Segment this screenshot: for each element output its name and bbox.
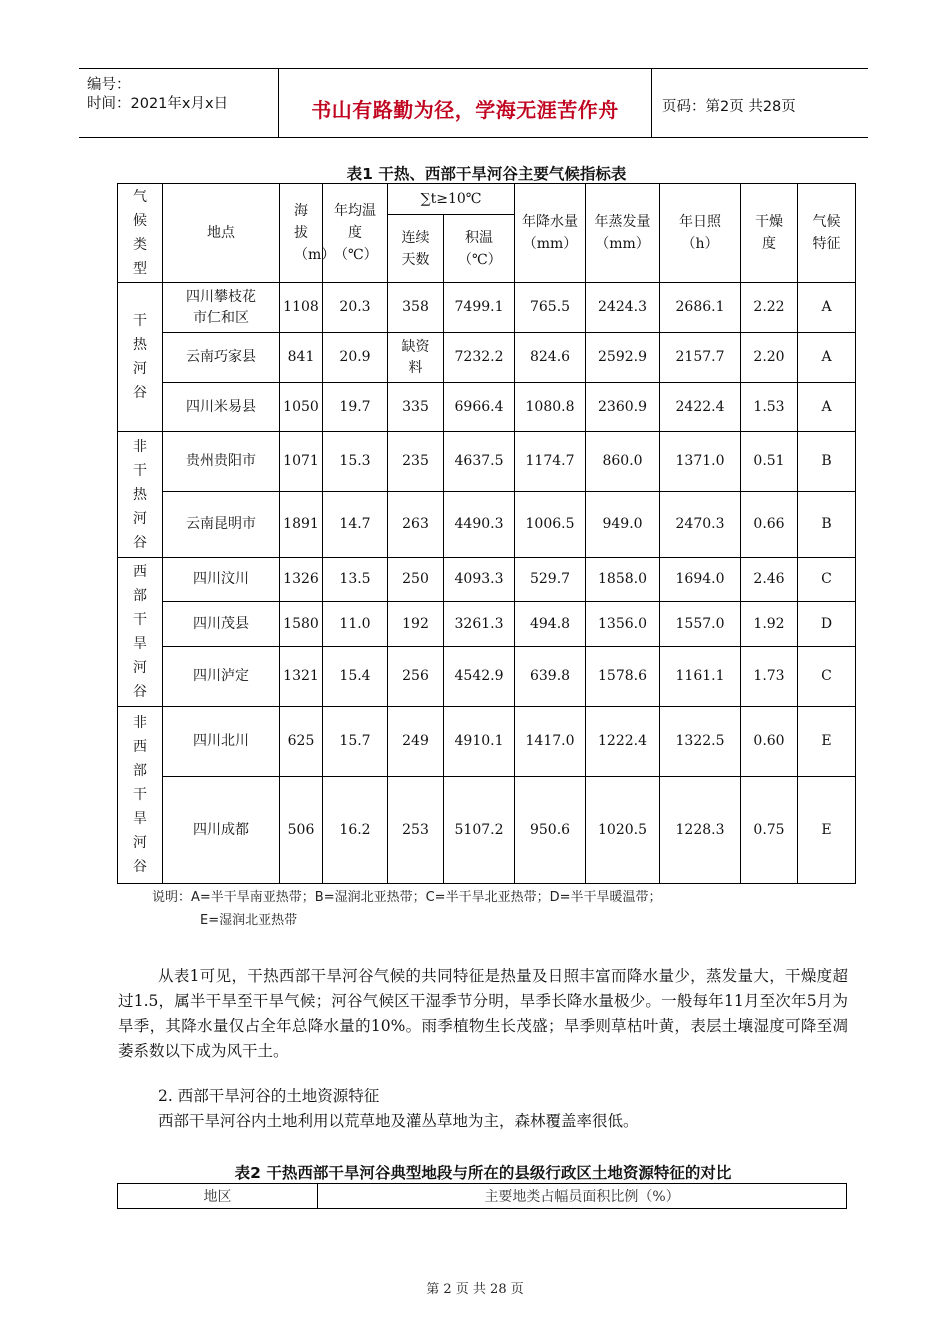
cell-accum: 3261.3 xyxy=(444,602,515,647)
cell-dryness: 2.22 xyxy=(741,283,798,333)
cell-temp: 19.7 xyxy=(323,383,388,432)
cell-evap: 1356.0 xyxy=(586,602,660,647)
cell-precip: 765.5 xyxy=(515,283,586,333)
section-heading: 2. 西部干旱河谷的土地资源特征 xyxy=(158,1087,380,1105)
cell-altitude: 625 xyxy=(280,707,323,777)
header-climate-type: 气候类型 xyxy=(118,184,163,283)
cell-evap: 1858.0 xyxy=(586,558,660,602)
cell-dryness: 0.51 xyxy=(741,432,798,492)
cell-altitude: 506 xyxy=(280,777,323,884)
cell-days: 335 xyxy=(388,383,444,432)
header-precip: 年降水量（mm） xyxy=(515,184,586,283)
table-row xyxy=(118,602,856,647)
cell-dryness: 2.46 xyxy=(741,558,798,602)
cell-feature: B xyxy=(798,432,856,492)
cell-sunshine: 1228.3 xyxy=(660,777,741,884)
cell-location: 云南昆明市 xyxy=(163,492,280,558)
cell-accum: 7499.1 xyxy=(444,283,515,333)
cell-days: 358 xyxy=(388,283,444,333)
cell-sunshine: 1557.0 xyxy=(660,602,741,647)
cell-sunshine: 2157.7 xyxy=(660,333,741,383)
cell-feature: A xyxy=(798,283,856,333)
cell-dryness: 0.60 xyxy=(741,707,798,777)
motto-text: 书山有路勤为径，学海无涯苦作舟 xyxy=(311,98,619,122)
cell-precip: 1417.0 xyxy=(515,707,586,777)
table-row xyxy=(118,432,856,492)
cell-accum: 6966.4 xyxy=(444,383,515,432)
cell-days: 235 xyxy=(388,432,444,492)
cell-sunshine: 1694.0 xyxy=(660,558,741,602)
table-row xyxy=(118,283,856,333)
cell-dryness: 0.66 xyxy=(741,492,798,558)
cell-feature: D xyxy=(798,602,856,647)
cell-temp: 14.7 xyxy=(323,492,388,558)
cell-precip: 1174.7 xyxy=(515,432,586,492)
cell-dryness: 1.53 xyxy=(741,383,798,432)
document-number-label: 编号： xyxy=(87,77,131,93)
cell-precip: 494.8 xyxy=(515,602,586,647)
cell-location: 四川成都 xyxy=(163,777,280,884)
cell-evap: 860.0 xyxy=(586,432,660,492)
cell-feature: A xyxy=(798,383,856,432)
cell-evap: 1578.6 xyxy=(586,647,660,707)
cell-evap: 2592.9 xyxy=(586,333,660,383)
climate-table xyxy=(117,183,856,884)
header-mean-temp: 年均温度（℃） xyxy=(323,184,388,283)
cell-location: 四川攀枝花市仁和区 xyxy=(163,283,280,333)
cell-dryness: 1.92 xyxy=(741,602,798,647)
cell-precip: 639.8 xyxy=(515,647,586,707)
cell-accum: 4542.9 xyxy=(444,647,515,707)
cell-precip: 950.6 xyxy=(515,777,586,884)
cell-sunshine: 2422.4 xyxy=(660,383,741,432)
header-land-ratio: 主要地类占幅员面积比例（%） xyxy=(318,1184,847,1209)
cell-altitude: 1050 xyxy=(280,383,323,432)
cell-altitude: 1326 xyxy=(280,558,323,602)
cell-days: 249 xyxy=(388,707,444,777)
cell-days: 263 xyxy=(388,492,444,558)
cell-evap: 2360.9 xyxy=(586,383,660,432)
table-header-row xyxy=(118,1184,847,1209)
cell-accum: 4093.3 xyxy=(444,558,515,602)
group-label: 非干热河谷 xyxy=(118,432,163,558)
cell-altitude: 1071 xyxy=(280,432,323,492)
header-page-cell xyxy=(652,69,868,137)
cell-feature: C xyxy=(798,558,856,602)
land-resource-table xyxy=(117,1183,847,1209)
cell-location: 四川北川 xyxy=(163,707,280,777)
table-row xyxy=(118,777,856,884)
header-location: 地点 xyxy=(163,184,280,283)
table-row xyxy=(118,333,856,383)
cell-temp: 16.2 xyxy=(323,777,388,884)
header-dryness: 干燥度 xyxy=(741,184,798,283)
cell-altitude: 841 xyxy=(280,333,323,383)
cell-accum: 4910.1 xyxy=(444,707,515,777)
cell-precip: 1080.8 xyxy=(515,383,586,432)
header-altitude: 海拔（m） xyxy=(280,184,323,283)
cell-evap: 2424.3 xyxy=(586,283,660,333)
document-date: 时间：2021年x月x日 xyxy=(87,96,229,112)
table-row xyxy=(118,647,856,707)
table-row xyxy=(118,558,856,602)
cell-temp: 20.3 xyxy=(323,283,388,333)
cell-temp: 15.3 xyxy=(323,432,388,492)
cell-evap: 1222.4 xyxy=(586,707,660,777)
cell-feature: E xyxy=(798,707,856,777)
cell-temp: 15.7 xyxy=(323,707,388,777)
header-accum-group: ∑t≥10℃ xyxy=(388,184,515,215)
table2-title: 表2 干热西部干旱河谷典型地段与所在的县级行政区土地资源特征的对比 xyxy=(234,1164,732,1182)
cell-feature: E xyxy=(798,777,856,884)
header-page-info: 页码：第2页 共28页 xyxy=(662,99,796,115)
paragraph-climate-summary: 从表1可见，干热西部干旱河谷气候的共同特征是热量及日照丰富而降水量少，蒸发量大，干燥度超过1.5，属半干旱至干旱气候；河谷气候区干湿季节分明，旱季长降水量极少。一般每年11月至次年5月为旱季，其降水量仅占全年总降水量的10%。雨季植物生长茂盛；旱季则草枯叶黄，表层土壤湿度可降至凋萎系数以下成为风干土。 xyxy=(118,967,848,1060)
group-label: 非西部干旱河谷 xyxy=(118,707,163,884)
cell-feature: C xyxy=(798,647,856,707)
cell-location: 四川泸定 xyxy=(163,647,280,707)
cell-altitude: 1108 xyxy=(280,283,323,333)
cell-days: 253 xyxy=(388,777,444,884)
cell-sunshine: 2686.1 xyxy=(660,283,741,333)
cell-precip: 1006.5 xyxy=(515,492,586,558)
group-label: 干热河谷 xyxy=(118,283,163,432)
cell-location: 云南巧家县 xyxy=(163,333,280,383)
cell-dryness: 1.73 xyxy=(741,647,798,707)
document-header xyxy=(79,68,868,138)
cell-dryness: 2.20 xyxy=(741,333,798,383)
header-motto-cell xyxy=(279,69,652,137)
cell-accum: 4637.5 xyxy=(444,432,515,492)
cell-altitude: 1891 xyxy=(280,492,323,558)
cell-days: 256 xyxy=(388,647,444,707)
table-row xyxy=(118,707,856,777)
header-meta-cell xyxy=(79,69,279,137)
page-footer: 第 2 页 共 28 页 xyxy=(426,1282,524,1297)
cell-sunshine: 2470.3 xyxy=(660,492,741,558)
cell-location: 贵州贵阳市 xyxy=(163,432,280,492)
cell-altitude: 1321 xyxy=(280,647,323,707)
header-accum: 积温（℃） xyxy=(444,215,515,283)
cell-precip: 529.7 xyxy=(515,558,586,602)
table1-title: 表1 干热、西部干旱河谷主要气候指标表 xyxy=(346,165,627,183)
paragraph-land-use: 西部干旱河谷内土地利用以荒草地及灌丛草地为主，森林覆盖率很低。 xyxy=(158,1112,639,1130)
note-line-2: E=湿润北亚热带 xyxy=(200,913,298,928)
cell-sunshine: 1371.0 xyxy=(660,432,741,492)
cell-days: 192 xyxy=(388,602,444,647)
cell-location: 四川茂县 xyxy=(163,602,280,647)
header-evap: 年蒸发量（mm） xyxy=(586,184,660,283)
cell-accum: 5107.2 xyxy=(444,777,515,884)
cell-temp: 20.9 xyxy=(323,333,388,383)
header-feature: 气候特征 xyxy=(798,184,856,283)
cell-days: 250 xyxy=(388,558,444,602)
cell-evap: 949.0 xyxy=(586,492,660,558)
cell-sunshine: 1322.5 xyxy=(660,707,741,777)
header-days: 连续天数 xyxy=(388,215,444,283)
cell-accum: 4490.3 xyxy=(444,492,515,558)
table-row xyxy=(118,383,856,432)
table1-note xyxy=(152,886,661,932)
cell-accum: 7232.2 xyxy=(444,333,515,383)
note-line-1: 说明：A=半干旱南亚热带；B=湿润北亚热带；C=半干旱北亚热带；D=半干旱暖温带； xyxy=(152,890,662,905)
group-label: 西部干旱河谷 xyxy=(118,558,163,707)
cell-location: 四川米易县 xyxy=(163,383,280,432)
cell-temp: 13.5 xyxy=(323,558,388,602)
cell-feature: A xyxy=(798,333,856,383)
cell-precip: 824.6 xyxy=(515,333,586,383)
cell-feature: B xyxy=(798,492,856,558)
cell-days: 缺资料 xyxy=(388,333,444,383)
header-region: 地区 xyxy=(118,1184,318,1209)
cell-evap: 1020.5 xyxy=(586,777,660,884)
header-sunshine: 年日照（h） xyxy=(660,184,741,283)
cell-altitude: 1580 xyxy=(280,602,323,647)
table-row xyxy=(118,492,856,558)
cell-sunshine: 1161.1 xyxy=(660,647,741,707)
cell-temp: 15.4 xyxy=(323,647,388,707)
cell-dryness: 0.75 xyxy=(741,777,798,884)
cell-temp: 11.0 xyxy=(323,602,388,647)
table-header-row xyxy=(118,184,856,215)
cell-location: 四川汶川 xyxy=(163,558,280,602)
